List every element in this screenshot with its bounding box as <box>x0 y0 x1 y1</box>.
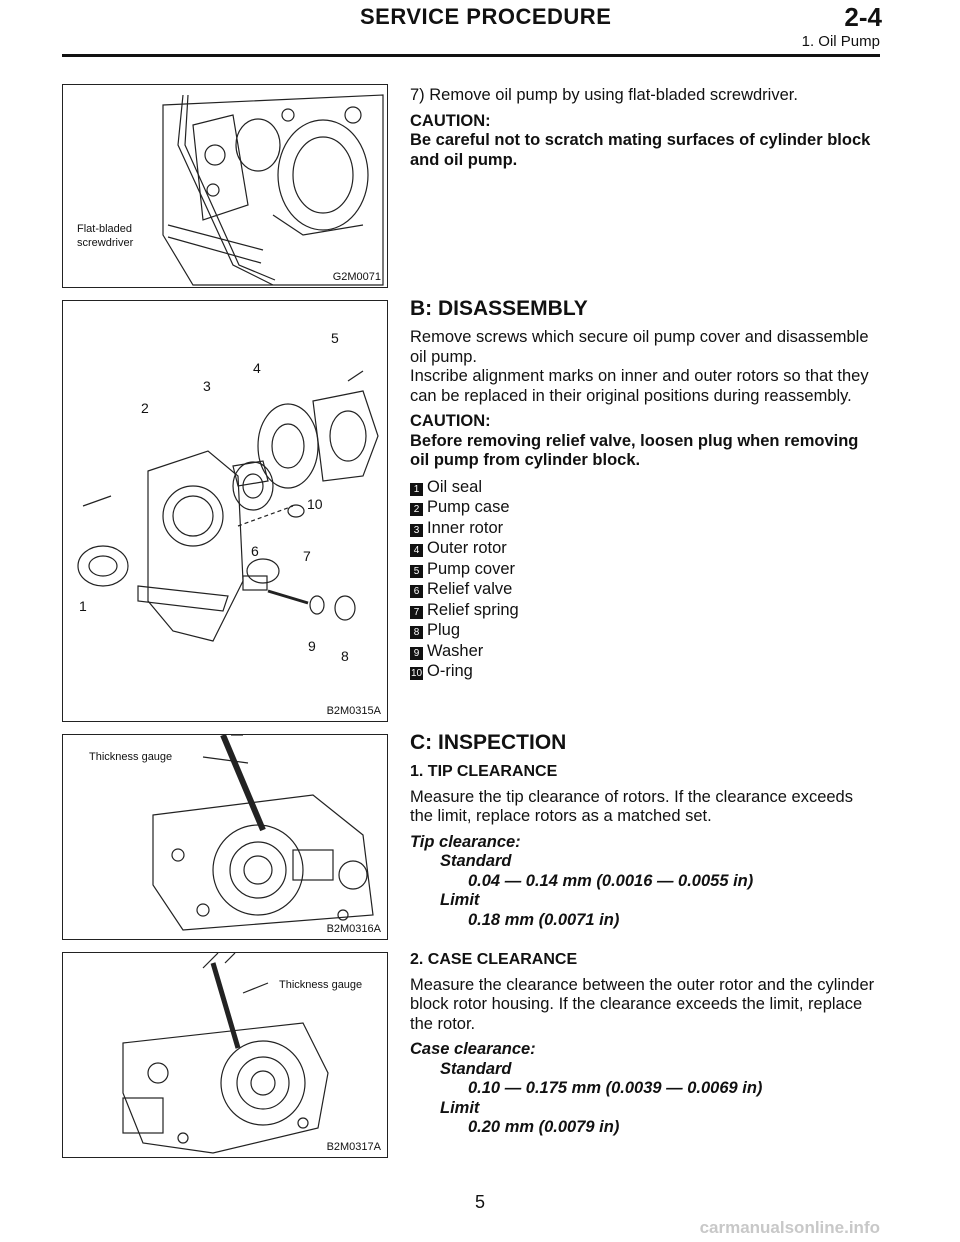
part-name: Relief spring <box>427 600 519 619</box>
figure-code: G2M0071 <box>332 271 381 283</box>
svg-text:6: 6 <box>251 543 259 559</box>
part-name: Inner rotor <box>427 518 504 537</box>
svg-text:3: 3 <box>203 378 211 394</box>
inspection-heading: C: INSPECTION <box>410 731 567 754</box>
part-number-badge: 2 <box>410 503 423 516</box>
step-7-text: 7) Remove oil pump by using flat-bladed screwdriver. <box>410 86 798 104</box>
tip-clearance-text: Measure the tip clearance of rotors. If the clearance exceeds the limit, replace rotors as a matched set. <box>410 787 853 825</box>
tip-clearance-illustration <box>63 735 387 939</box>
part-name: Plug <box>427 621 461 639</box>
tip-clearance-title: 1. TIP CLEARANCE <box>410 763 558 780</box>
svg-text:10: 10 <box>307 496 323 512</box>
disassembly-para-1: Remove screws which secure oil pump cover and disassemble oil pump. <box>410 328 869 366</box>
header-rule <box>62 54 880 57</box>
section-number: 2-4 <box>844 2 882 32</box>
list-item <box>410 661 880 682</box>
spec-standard-label: Standard <box>440 852 512 870</box>
figure-label: screwdriver <box>77 237 134 249</box>
list-item <box>410 538 880 559</box>
svg-text:2: 2 <box>141 400 149 416</box>
part-number-badge: 8 <box>410 626 423 639</box>
figure-label: Thickness gauge <box>89 751 173 763</box>
spec-limit-value: 0.18 mm (0.0071 in) <box>468 910 620 929</box>
svg-text:7: 7 <box>303 548 311 564</box>
spec-label: Tip clearance: <box>410 832 521 851</box>
svg-text:1: 1 <box>79 598 87 614</box>
figure-label: Thickness gauge <box>279 979 363 991</box>
part-name: O-ring <box>427 662 473 680</box>
spec-standard-label: Standard <box>440 1059 512 1078</box>
part-number-badge: 4 <box>410 544 423 557</box>
section-subtitle: 1. Oil Pump <box>801 33 880 50</box>
part-name: Pump case <box>427 498 510 516</box>
page-number: 5 <box>474 1192 485 1212</box>
svg-text:4: 4 <box>253 360 261 376</box>
spec-limit-value: 0.20 mm (0.0079 in) <box>468 1118 620 1136</box>
engine-illustration <box>63 85 387 287</box>
list-item <box>410 497 880 518</box>
caution-label: CAUTION: <box>410 111 491 130</box>
disassembly-heading: B: DISASSEMBLY <box>410 297 588 320</box>
spec-limit-label: Limit <box>440 1098 480 1117</box>
caution-text: Be careful not to scratch mating surfaces of cylinder block and oil pump. <box>410 131 871 169</box>
part-name: Outer rotor <box>427 539 507 557</box>
figure-label: Flat-bladed <box>77 223 133 235</box>
disassembly-para-2: Inscribe alignment marks on inner and outer rotors so that they can be replaced in their original positions during reassembly. <box>410 367 869 405</box>
disassembly-block <box>410 296 880 682</box>
case-clearance-block <box>410 950 880 1138</box>
figure-code: B2M0315A <box>326 705 381 717</box>
section-title: SERVICE PROCEDURE <box>360 4 612 29</box>
list-item <box>410 579 880 600</box>
part-name: Oil seal <box>427 477 483 496</box>
spec-standard-value: 0.04 — 0.14 mm (0.0016 — 0.0055 in) <box>468 871 754 890</box>
caution-text: Before removing relief valve, loosen plug when removing oil pump from cylinder block. <box>410 431 859 469</box>
spec-standard-value: 0.10 — 0.175 mm (0.0039 — 0.0069 in) <box>468 1079 763 1097</box>
figure-b2m0315a <box>62 300 388 722</box>
parts-list <box>410 477 880 682</box>
step-7-block <box>410 86 880 170</box>
part-number-badge: 6 <box>410 585 423 598</box>
part-number-badge: 7 <box>410 606 423 619</box>
spec-label: Case clearance: <box>410 1040 536 1058</box>
list-item <box>410 641 880 662</box>
part-name: Washer <box>427 641 484 660</box>
part-number-badge: 10 <box>410 668 423 679</box>
case-clearance-text: Measure the clearance between the outer rotor and the cylinder block rotor housing. If the clearance exceeds the limit, replace the rotor. <box>410 975 875 1033</box>
inspection-block <box>410 730 880 930</box>
list-item <box>410 559 880 580</box>
caution-label: CAUTION: <box>410 412 491 430</box>
figure-code: B2M0316A <box>326 923 381 935</box>
part-number-badge: 5 <box>410 565 423 578</box>
part-name: Pump cover <box>427 559 516 578</box>
list-item <box>410 600 880 621</box>
spec-limit-label: Limit <box>440 891 480 909</box>
part-number-badge: 9 <box>410 647 423 660</box>
part-number-badge: 1 <box>410 483 423 496</box>
watermark: carmanualsonline.info <box>699 1218 880 1237</box>
svg-text:8: 8 <box>341 648 349 664</box>
svg-text:5: 5 <box>331 330 339 346</box>
part-number-badge: 3 <box>410 524 423 537</box>
list-item <box>410 518 880 539</box>
list-item <box>410 620 880 641</box>
figure-b2m0316a <box>62 734 388 940</box>
svg-text:9: 9 <box>308 638 316 654</box>
figure-g2m0071 <box>62 84 388 288</box>
case-clearance-title: 2. CASE CLEARANCE <box>410 951 578 968</box>
list-item <box>410 477 880 498</box>
figure-code: B2M0317A <box>326 1141 381 1153</box>
exploded-oil-pump-illustration <box>63 301 387 721</box>
figure-b2m0317a <box>62 952 388 1158</box>
part-name: Relief valve <box>427 580 513 598</box>
